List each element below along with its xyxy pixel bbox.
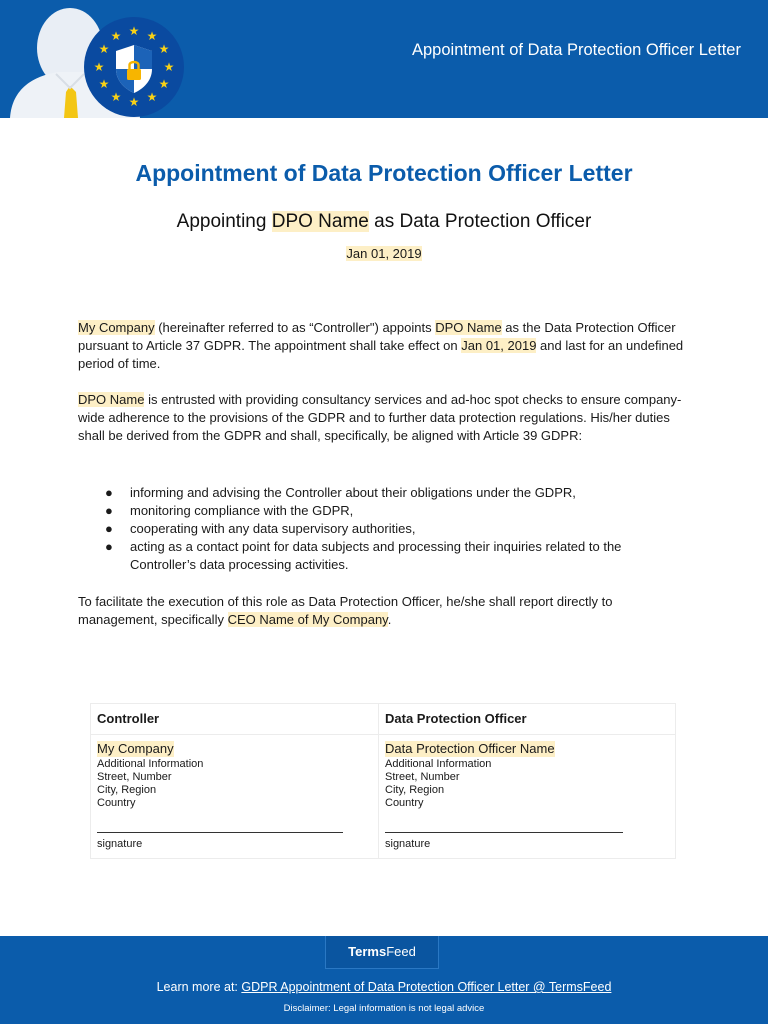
address-line: Country	[97, 797, 136, 809]
document-title: Appointment of Data Protection Officer Letter	[135, 160, 633, 186]
controller-name: My Company	[97, 741, 174, 756]
address-line: Additional Information	[97, 758, 204, 770]
address-line: City, Region	[97, 784, 157, 796]
controller-signature-column	[91, 704, 379, 858]
paragraph-text: is entrusted with providing consultancy services and ad-hoc spot checks to ensure company-wide adherence to the provisions of the GDPR and to further data protection regulations. His/her duties shall be derived from the GDPR and shall, specifically, be aligned with Article 39 GDPR:	[78, 392, 682, 443]
list-item	[78, 484, 690, 502]
bullet-icon: ●	[105, 503, 113, 518]
paragraph-text: and last for an undefined period of time.	[78, 338, 684, 371]
date-placeholder: Jan 01, 2019	[461, 338, 537, 353]
header-title: Appointment of Data Protection Officer Letter	[412, 41, 741, 59]
document-subtitle	[0, 211, 768, 233]
svg-text:★: ★	[146, 90, 158, 104]
list-item-text: acting as a contact point for data subjects and processing their inquiries related to the Controller’s data processing activities.	[130, 539, 622, 572]
svg-text:★: ★	[110, 29, 122, 43]
learn-more-line	[0, 980, 768, 994]
paragraph-appointment	[78, 319, 690, 373]
document-date: Jan 01, 2019	[346, 246, 422, 261]
company-placeholder: My Company	[78, 320, 155, 335]
dpo-name: Data Protection Officer Name	[385, 741, 555, 756]
brand-feed: Feed	[386, 944, 416, 959]
signature-line	[97, 832, 343, 833]
svg-text:★: ★	[146, 29, 158, 43]
address-line: Additional Information	[385, 758, 492, 770]
list-item-text: informing and advising the Controller about their obligations under the GDPR,	[130, 485, 576, 500]
paragraph-text: as the Data Protection Officer pursuant to Article 37 GDPR. The appointment shall take effect on	[78, 320, 676, 353]
address-line: Street, Number	[385, 771, 460, 783]
header-banner	[0, 0, 768, 118]
learn-more-prefix: Learn more at:	[156, 980, 242, 994]
svg-text:★: ★	[128, 24, 140, 38]
paragraph-text: To facilitate the execution of this role as Data Protection Officer, he/she shall report directly to management, specifically	[78, 594, 613, 627]
learn-more-link[interactable]: GDPR Appointment of Data Protection Officer Letter @ TermsFeed	[241, 980, 612, 994]
dpo-name-placeholder: DPO Name	[271, 211, 369, 232]
list-item	[78, 538, 690, 574]
signature-label: signature	[97, 838, 143, 850]
paragraph-reporting	[78, 593, 690, 629]
paragraph-text: (hereinafter referred to as “Controller") appoints	[154, 320, 436, 335]
controller-address	[97, 758, 203, 810]
dpo-heading: Data Protection Officer	[385, 711, 527, 726]
dpo-name-placeholder: DPO Name	[78, 392, 145, 407]
eu-shield-icon	[84, 17, 184, 117]
svg-text:★: ★	[98, 42, 110, 56]
dpo-address	[385, 758, 491, 810]
subtitle-suffix: as Data Protection Officer	[368, 211, 592, 232]
address-line: City, Region	[385, 784, 445, 796]
ceo-placeholder: CEO Name of My Company	[227, 612, 388, 627]
paragraph-duties	[78, 391, 690, 445]
paragraph-text: .	[387, 612, 392, 627]
svg-text:★: ★	[93, 60, 105, 74]
duties-list	[78, 484, 690, 574]
list-item	[78, 502, 690, 520]
disclaimer-text: Disclaimer: Legal information is not legal advice	[283, 1003, 485, 1014]
signature-label: signature	[385, 838, 431, 850]
svg-text:★: ★	[163, 60, 175, 74]
header-person-illustration	[0, 0, 200, 118]
svg-text:★: ★	[158, 77, 170, 91]
svg-text:★: ★	[110, 90, 122, 104]
signature-line	[385, 832, 623, 833]
svg-text:★: ★	[98, 77, 110, 91]
controller-heading: Controller	[97, 711, 160, 726]
brand-terms: Terms	[348, 944, 387, 959]
bullet-icon: ●	[105, 539, 113, 554]
address-line: Street, Number	[97, 771, 172, 783]
bullet-icon: ●	[105, 485, 113, 500]
subtitle-prefix: Appointing	[176, 211, 272, 232]
termsfeed-logo[interactable]	[325, 936, 439, 969]
svg-text:★: ★	[128, 95, 140, 109]
dpo-name-placeholder: DPO Name	[435, 320, 502, 335]
address-line: Country	[385, 797, 424, 809]
svg-text:★: ★	[158, 42, 170, 56]
bullet-icon: ●	[105, 521, 113, 536]
signature-table	[90, 703, 676, 859]
document-date-line	[0, 246, 768, 261]
list-item	[78, 520, 690, 538]
dpo-signature-column	[379, 704, 675, 858]
list-item-text: monitoring compliance with the GDPR,	[130, 503, 354, 518]
list-item-text: cooperating with any data supervisory authorities,	[130, 521, 416, 536]
footer-banner	[0, 936, 768, 1024]
